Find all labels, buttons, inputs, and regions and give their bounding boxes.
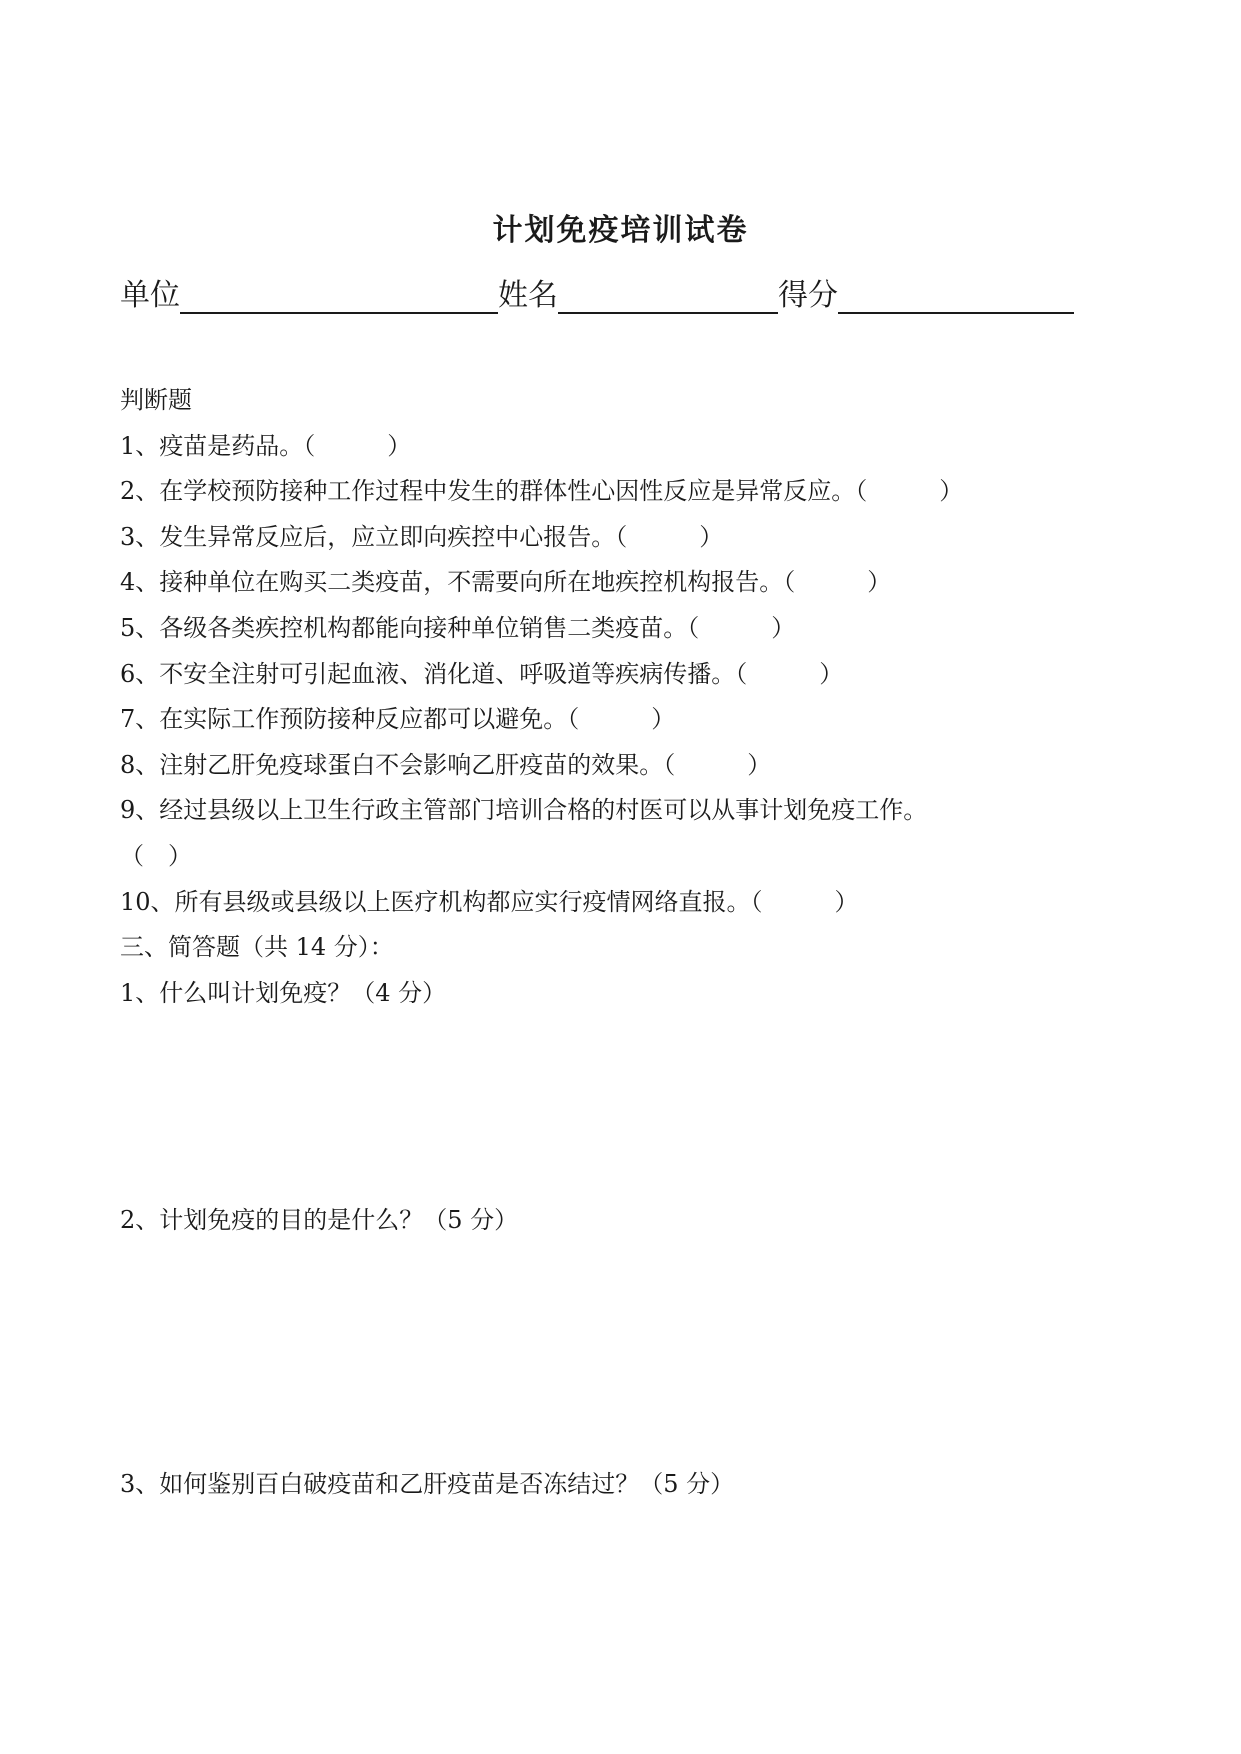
unit-blank[interactable] bbox=[180, 282, 498, 314]
short-answer-question: 1、什么叫计划免疫？（4 分） bbox=[120, 978, 447, 1007]
header-fields bbox=[120, 272, 1074, 314]
true-false-item: 5、各级各类疾控机构都能向接种单位销售二类疫苗。（ ） bbox=[120, 613, 796, 642]
section-heading-true-false: 判断题 bbox=[120, 386, 192, 414]
score-label: 得分 bbox=[778, 278, 838, 313]
true-false-item-continuation: （ ） bbox=[120, 841, 192, 870]
true-false-item: 10、所有县级或县级以上医疗机构都应实行疫情网络直报。（ ） bbox=[120, 887, 859, 916]
true-false-item: 7、在实际工作预防接种反应都可以避免。（ ） bbox=[120, 705, 676, 734]
true-false-item: 4、接种单位在购买二类疫苗，不需要向所在地疾控机构报告。（ ） bbox=[120, 568, 892, 597]
answer-space[interactable] bbox=[120, 1244, 1160, 1462]
short-answer-question: 2、计划免疫的目的是什么？（5 分） bbox=[120, 1206, 519, 1235]
true-false-item: 1、疫苗是药品。（ ） bbox=[120, 431, 412, 460]
exam-body bbox=[120, 378, 1160, 1508]
short-answer-question: 3、如何鉴别百白破疫苗和乙肝疫苗是否冻结过？（5 分） bbox=[120, 1469, 735, 1498]
name-blank[interactable] bbox=[558, 282, 778, 314]
unit-label: 单位 bbox=[120, 278, 180, 313]
true-false-item: 9、经过县级以上卫生行政主管部门培训合格的村医可以从事计划免疫工作。 bbox=[120, 796, 928, 825]
answer-space[interactable] bbox=[120, 1016, 1160, 1198]
page-title: 计划免疫培训试卷 bbox=[492, 213, 749, 248]
name-label: 姓名 bbox=[498, 278, 558, 313]
score-blank[interactable] bbox=[838, 282, 1074, 314]
true-false-item: 2、在学校预防接种工作过程中发生的群体性心因性反应是异常反应。（ ） bbox=[120, 477, 964, 506]
section-heading-short-answer: 三、简答题（共 14 分）： bbox=[120, 933, 394, 962]
true-false-item: 3、发生异常反应后，应立即向疾控中心报告。（ ） bbox=[120, 522, 724, 551]
true-false-item: 8、注射乙肝免疫球蛋白不会影响乙肝疫苗的效果。（ ） bbox=[120, 750, 772, 779]
true-false-item: 6、不安全注射可引起血液、消化道、呼吸道等疾病传播。（ ） bbox=[120, 659, 844, 688]
